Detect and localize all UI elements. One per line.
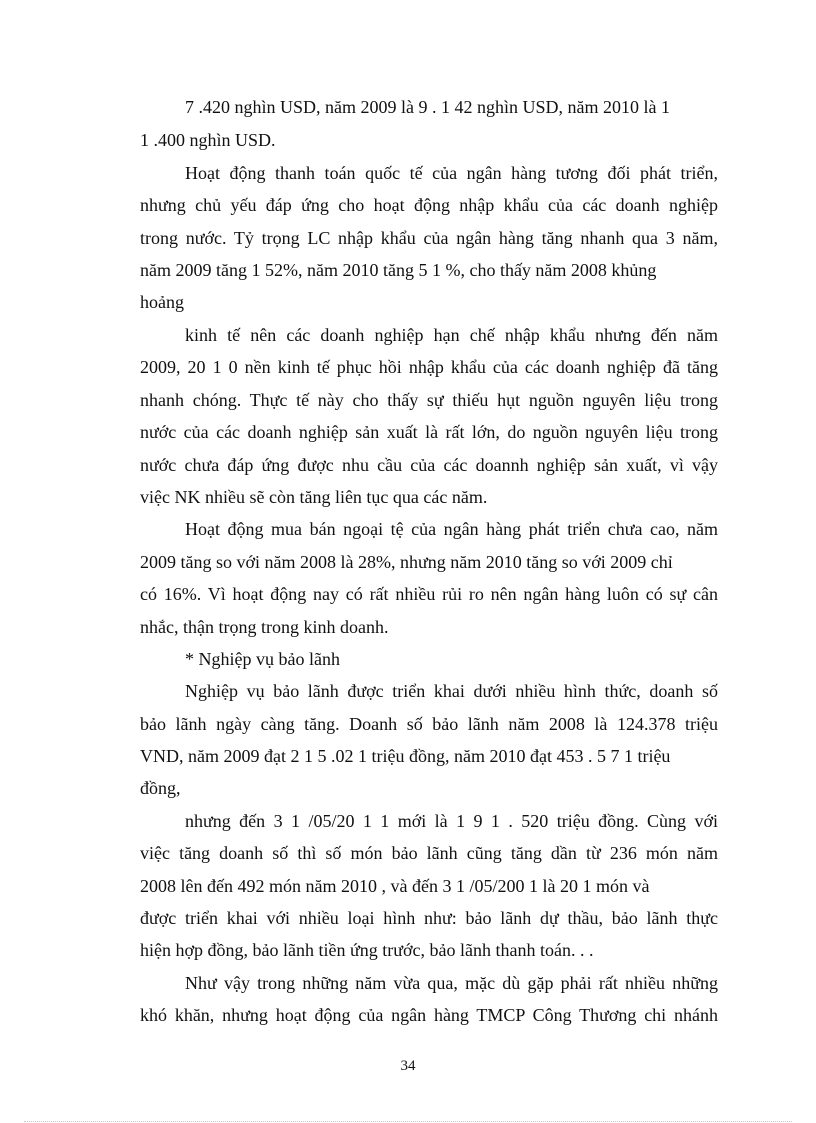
text-line: Hoạt động thanh toán quốc tế của ngân hàng tương đối phát triển, [185, 163, 718, 183]
page-number: 34 [400, 1058, 416, 1074]
page-bottom-divider [24, 1121, 792, 1122]
text-line: Như vậy trong những năm vừa qua, mặc dù gặp phải rất nhiều những [185, 973, 718, 993]
text-line: năm 2009 tăng 1 52%, năm 2010 tăng 5 1 %, cho thấy năm 2008 khủng [140, 260, 657, 280]
text-line: hiện hợp đồng, bảo lãnh tiền ứng trước, bảo lãnh thanh toán. . . [140, 940, 594, 960]
text-line: nhắc, thận trọng trong kinh doanh. [140, 617, 389, 637]
text-line: 2009, 20 1 0 nền kinh tế phục hồi nhập khẩu của các doanh nghiệp đã tăng [140, 357, 718, 377]
text-line: nước chưa đáp ứng được nhu cầu của các doannh nghiệp sản xuất, vì vậy [140, 455, 718, 475]
text-line: việc tăng doanh số thì số món bảo lãnh cũng tăng dần từ 236 món năm [140, 843, 718, 863]
text-line: 2008 lên đến 492 món năm 2010 , và đến 3 1 /05/200 1 là 20 1 món và [140, 876, 650, 896]
text-line: Nghiệp vụ bảo lãnh được triển khai dưới nhiều hình thức, doanh số [185, 681, 718, 701]
text-line: hoảng [140, 292, 184, 312]
text-line: 1 .400 nghìn USD. [140, 130, 276, 150]
text-line: nhưng đến 3 1 /05/20 1 1 mới là 1 9 1 . 520 triệu đồng. Cùng với [185, 811, 718, 831]
text-line: 7 .420 nghìn USD, năm 2009 là 9 . 1 42 nghìn USD, năm 2010 là 1 [185, 97, 670, 117]
text-line: nhanh chóng. Thực tế này cho thấy sự thiếu hụt nguồn nguyên liệu trong [140, 390, 718, 410]
text-line: được triển khai với nhiều loại hình như: bảo lãnh dự thầu, bảo lãnh thực [140, 908, 718, 928]
text-line: VND, năm 2009 đạt 2 1 5 .02 1 triệu đồng, năm 2010 đạt 453 . 5 7 1 triệu [140, 746, 671, 766]
text-line: Hoạt động mua bán ngoại tệ của ngân hàng phát triển chưa cao, năm [185, 519, 718, 539]
text-line: khó khăn, nhưng hoạt động của ngân hàng TMCP Công Thương chi nhánh [140, 1005, 718, 1025]
section-heading: * Nghiệp vụ bảo lãnh [185, 649, 340, 669]
text-line: trong nước. Tỷ trọng LC nhập khẩu của ngân hàng tăng nhanh qua 3 năm, [140, 228, 718, 248]
text-line: có 16%. Vì hoạt động nay có rất nhiều rủi ro nên ngân hàng luôn có sự cân [140, 584, 718, 604]
text-line: nhưng chủ yếu đáp ứng cho hoạt động nhập khẩu của các doanh nghiệp [140, 195, 718, 215]
text-line: đồng, [140, 778, 181, 798]
text-line: kinh tế nên các doanh nghiệp hạn chế nhập khẩu nhưng đến năm [185, 325, 718, 345]
text-line: nước của các doanh nghiệp sản xuất là rất lớn, do nguồn nguyên liệu trong [140, 422, 718, 442]
text-line: việc NK nhiều sẽ còn tăng liên tục qua các năm. [140, 487, 488, 507]
text-line: bảo lãnh ngày càng tăng. Doanh số bảo lãnh năm 2008 là 124.378 triệu [140, 714, 718, 734]
text-line: 2009 tăng so với năm 2008 là 28%, nhưng năm 2010 tăng so với 2009 chỉ [140, 552, 673, 572]
